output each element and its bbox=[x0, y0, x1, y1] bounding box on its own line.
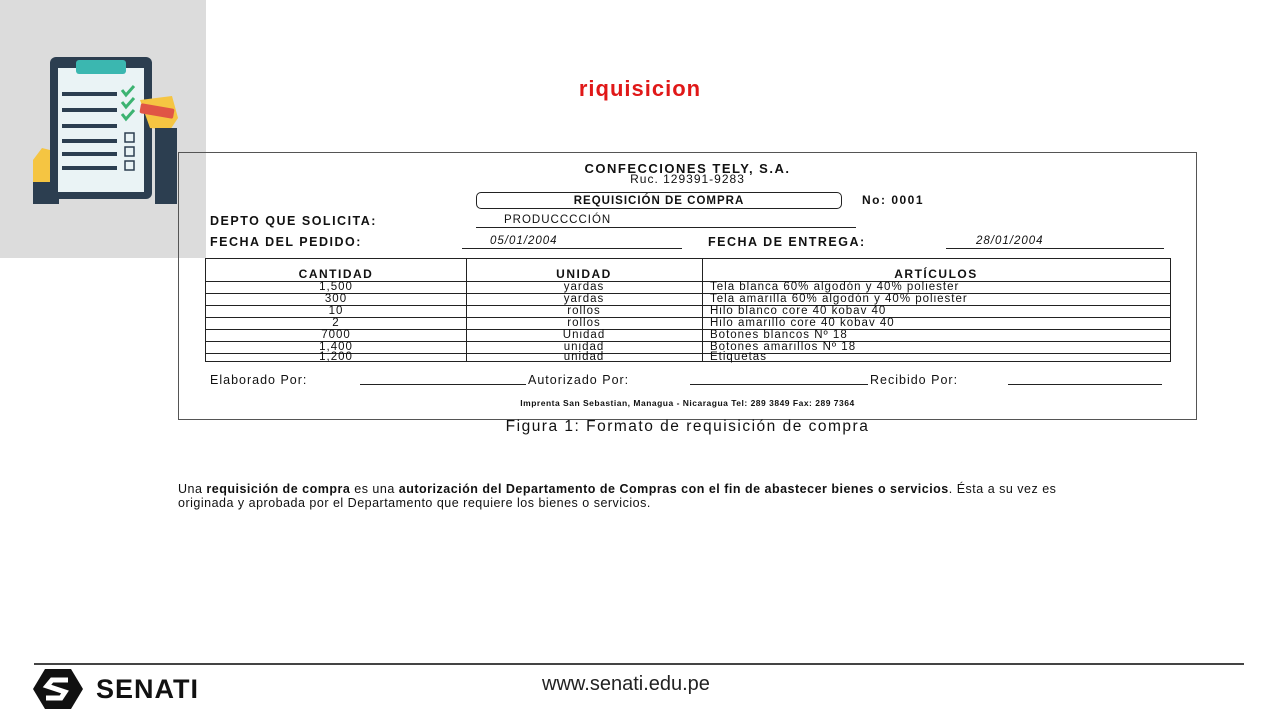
row-unidad: unidad bbox=[563, 341, 605, 353]
row-articulo: Tela amarilla 60% algodón y 40% poliester bbox=[710, 293, 968, 305]
fecha-pedido-value: 05/01/2004 bbox=[462, 235, 682, 249]
header-unidad: UNIDAD bbox=[556, 267, 612, 281]
row-unidad: rollos bbox=[567, 317, 601, 329]
definition-text: Una bbox=[178, 482, 207, 496]
definition-paragraph bbox=[178, 482, 1098, 510]
illustration-panel bbox=[0, 0, 206, 258]
definition-bold: autorización del Departamento de Compras con el fin de abastecer bienes o servicios bbox=[398, 482, 949, 496]
site-url-link[interactable]: www.senati.edu.pe bbox=[542, 673, 710, 695]
definition-bold: requisición de compra bbox=[206, 482, 351, 496]
depto-label: DEPTO QUE SOLICITA: bbox=[210, 214, 377, 228]
row-unidad: unidad bbox=[563, 351, 605, 363]
row-unidad: Unidad bbox=[562, 329, 606, 341]
items-table bbox=[205, 258, 1171, 362]
header-cantidad: CANTIDAD bbox=[298, 267, 374, 281]
printer-footer: Imprenta San Sebastian, Managua - Nicaragua Tel: 289 3849 Fax: 289 7364 bbox=[520, 398, 855, 408]
recibido-label: Recibido Por: bbox=[870, 373, 959, 387]
depto-value: PRODUCCCCIÓN bbox=[476, 214, 856, 228]
row-cantidad: 2 bbox=[332, 317, 340, 329]
figure-caption: Figura 1: Formato de requisición de compra bbox=[505, 418, 870, 435]
row-cantidad: 1,200 bbox=[319, 351, 353, 363]
row-cantidad: 300 bbox=[324, 293, 348, 305]
definition-text: . Ésta a su vez es originada y aprobada por el Departamento que requiere los bienes o servicios. bbox=[178, 482, 1057, 510]
row-articulo: Botones blancos Nº 18 bbox=[710, 329, 848, 341]
elaborado-label: Elaborado Por: bbox=[210, 373, 308, 387]
fecha-entrega-value: 28/01/2004 bbox=[946, 235, 1164, 249]
row-articulo: Hilo amarillo core 40 kobav 40 bbox=[710, 317, 895, 329]
row-cantidad: 10 bbox=[328, 305, 344, 317]
autorizado-line bbox=[690, 374, 868, 385]
row-articulo: Tela blanca 60% algodón y 40% poliester bbox=[710, 281, 960, 293]
autorizado-label: Autorizado Por: bbox=[528, 373, 630, 387]
elaborado-line bbox=[360, 374, 526, 385]
checklist-clipboard-icon bbox=[0, 0, 206, 258]
footer-divider bbox=[34, 663, 1244, 665]
header-articulos: ARTÍCULOS bbox=[894, 267, 978, 281]
row-cantidad: 7000 bbox=[321, 329, 351, 341]
row-articulo: Hilo blanco core 40 kobav 40 bbox=[710, 305, 887, 317]
row-articulo: Botones amarillos Nº 18 bbox=[710, 341, 857, 353]
row-unidad: yardas bbox=[563, 293, 605, 305]
row-articulo: Etiquetas bbox=[710, 351, 767, 363]
senati-brand: SENATI bbox=[96, 674, 200, 704]
row-unidad: rollos bbox=[567, 305, 601, 317]
row-cantidad: 1,500 bbox=[319, 281, 353, 293]
company-ruc: Ruc. 129391-9283 bbox=[630, 172, 745, 186]
fecha-pedido-label: FECHA DEL PEDIDO: bbox=[210, 235, 362, 249]
fecha-entrega-label: FECHA DE ENTREGA: bbox=[708, 235, 866, 249]
company-name: CONFECCIONES TELY, S.A. bbox=[584, 161, 791, 176]
definition-text: es una bbox=[350, 482, 399, 496]
form-number: No: 0001 bbox=[862, 193, 925, 207]
row-cantidad: 1,400 bbox=[319, 341, 353, 353]
slide-title: riquisicion bbox=[578, 76, 702, 101]
recibido-line bbox=[1008, 374, 1162, 385]
form-title-box: REQUISICIÓN DE COMPRA bbox=[476, 192, 842, 209]
row-unidad: yardas bbox=[563, 281, 605, 293]
